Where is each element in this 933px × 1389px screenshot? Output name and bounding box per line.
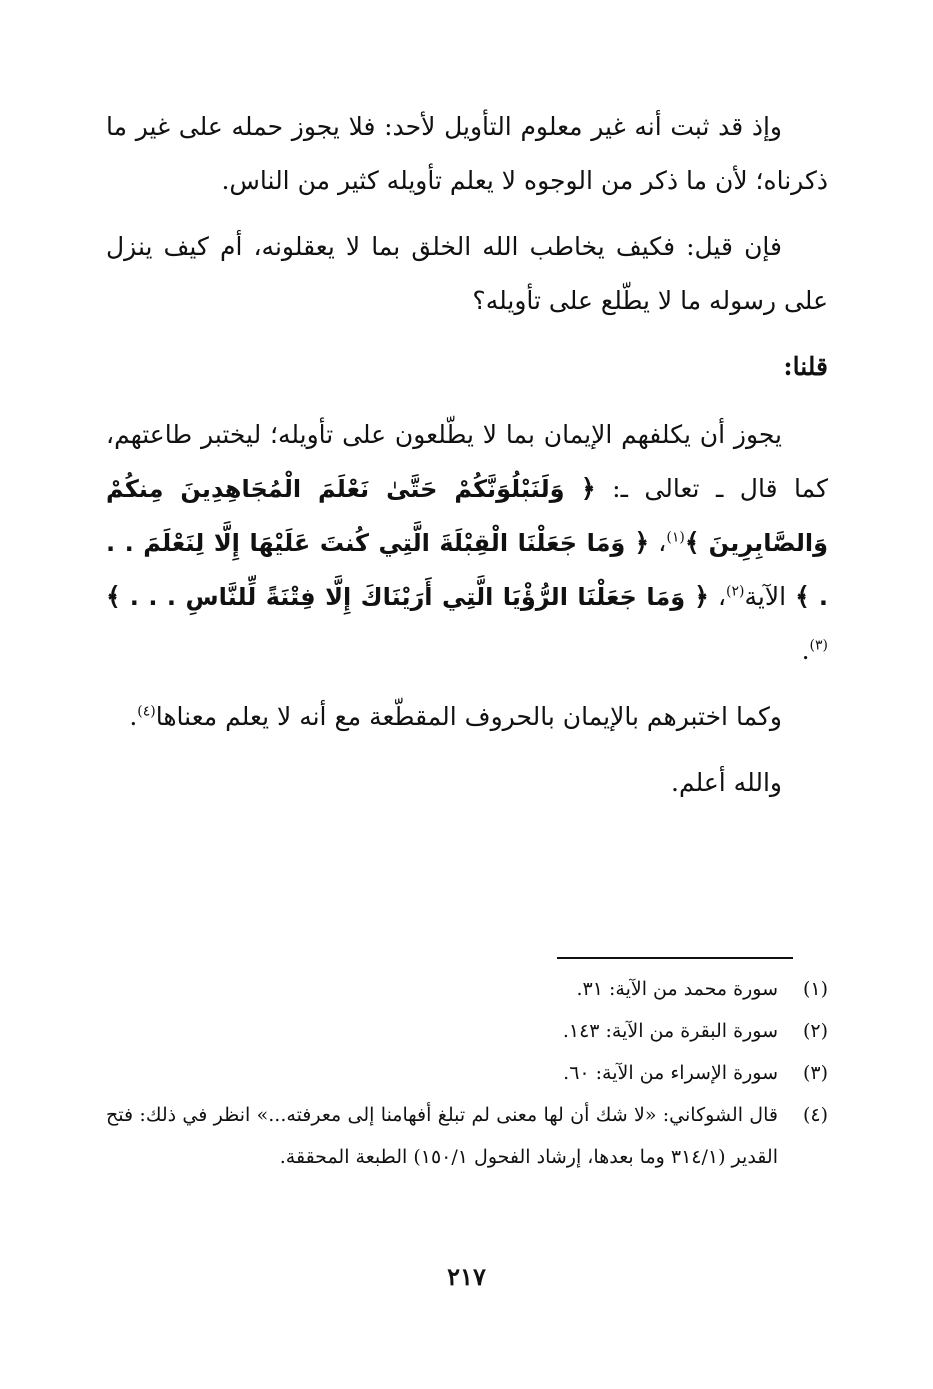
quran-bracket-close: ﴾ <box>795 582 810 611</box>
footnote-number: (٤) <box>802 1104 828 1126</box>
main-text-block <box>106 100 828 822</box>
footnote-ref-3: (٣) <box>809 637 828 654</box>
footnote-number: (٢) <box>802 1020 828 1042</box>
quran-bracket-open: ﴿ <box>634 528 650 557</box>
end-dot: . <box>129 702 138 731</box>
footnote-text: سورة الإسراء من الآية: ٦٠. <box>563 1062 778 1084</box>
footnote-divider <box>557 957 793 959</box>
quran-bracket-close: ﴾ <box>684 528 700 557</box>
footnote-2 <box>106 1010 828 1052</box>
quran-bracket-open: ﴿ <box>581 474 596 503</box>
footnotes-block <box>106 968 828 1178</box>
paragraph-3-intro: يجوز أن يكلفهم الإيمان بما لا يطّلعون على تأويله؛ ليختبر طاعتهم، كما قال ـ تعالى ـ: <box>106 420 828 503</box>
paragraph-4-text: وكما اختبرهم بالإيمان بالحروف المقطّعة مع أنه لا يعلم معناها <box>155 702 782 731</box>
paragraph-1 <box>106 100 828 208</box>
quran-verse-3: وَمَا جَعَلْنَا الرُّؤْيَا الَّتِي أَرَيْنَاكَ إِلَّا فِتْنَةً لِّلنَّاسِ . . . <box>129 583 686 611</box>
footnote-4 <box>106 1094 828 1178</box>
paragraph-1-text: وإذ قد ثبت أنه غير معلوم التأويل لأحد: فلا يجوز حمله على غير ما ذكرناه؛ لأن ما ذكر من الوجوه لا يعلم تأويله كثير من الناس. <box>106 112 828 195</box>
footnote-number: (٣) <box>802 1062 828 1084</box>
quran-verse-1: وَلَنَبْلُوَنَّكُمْ حَتَّىٰ نَعْلَمَ الْمُجَاهِدِينَ مِنكُمْ وَالصَّابِرِينَ <box>106 475 829 557</box>
quran-verse-2: وَمَا جَعَلْنَا الْقِبْلَةَ الَّتِي كُنتَ عَلَيْهَا إِلَّا لِنَعْلَمَ . . . <box>106 529 828 611</box>
footnote-1 <box>106 968 828 1010</box>
footnote-3 <box>106 1052 828 1094</box>
quran-bracket-close: ﴾ <box>106 582 121 611</box>
footnote-text: قال الشوكاني: «لا شك أن لها معنى لم تبلغ أفهامنا إلى معرفته...» انظر في ذلك: فتح القدير (٣١٤/١ وما بعدها، إرشاد الفحول ١٥٠/١) الطبعة المحققة. <box>106 1104 778 1168</box>
paragraph-2 <box>106 220 828 328</box>
paragraph-5-text: والله أعلم. <box>671 768 782 797</box>
quran-bracket-open: ﴿ <box>694 582 709 611</box>
verse-tail-label: الآية <box>744 582 787 611</box>
page-number: ٢١٧ <box>447 1262 486 1291</box>
footnote-ref-2: (٢) <box>726 583 745 600</box>
end-dot: . <box>801 636 810 665</box>
footnote-text: سورة البقرة من الآية: ١٤٣. <box>562 1020 778 1042</box>
paragraph-4 <box>106 690 828 744</box>
footnote-ref-4: (٤) <box>137 703 156 720</box>
section-heading: قلنا: <box>783 352 828 381</box>
paragraph-3 <box>106 408 828 678</box>
footnote-ref-1: (١) <box>666 529 685 546</box>
footnote-text: سورة محمد من الآية: ٣١. <box>576 978 778 1000</box>
paragraph-2-text: فإن قيل: فكيف يخاطب الله الخلق بما لا يعقلونه، أم كيف ينزل على رسوله ما لا يطّلع على تأويله؟ <box>106 232 828 315</box>
paragraph-5 <box>106 756 828 810</box>
footnote-number: (١) <box>802 978 828 1000</box>
separator-comma: ، <box>658 528 667 557</box>
separator-comma: ، <box>717 582 727 611</box>
